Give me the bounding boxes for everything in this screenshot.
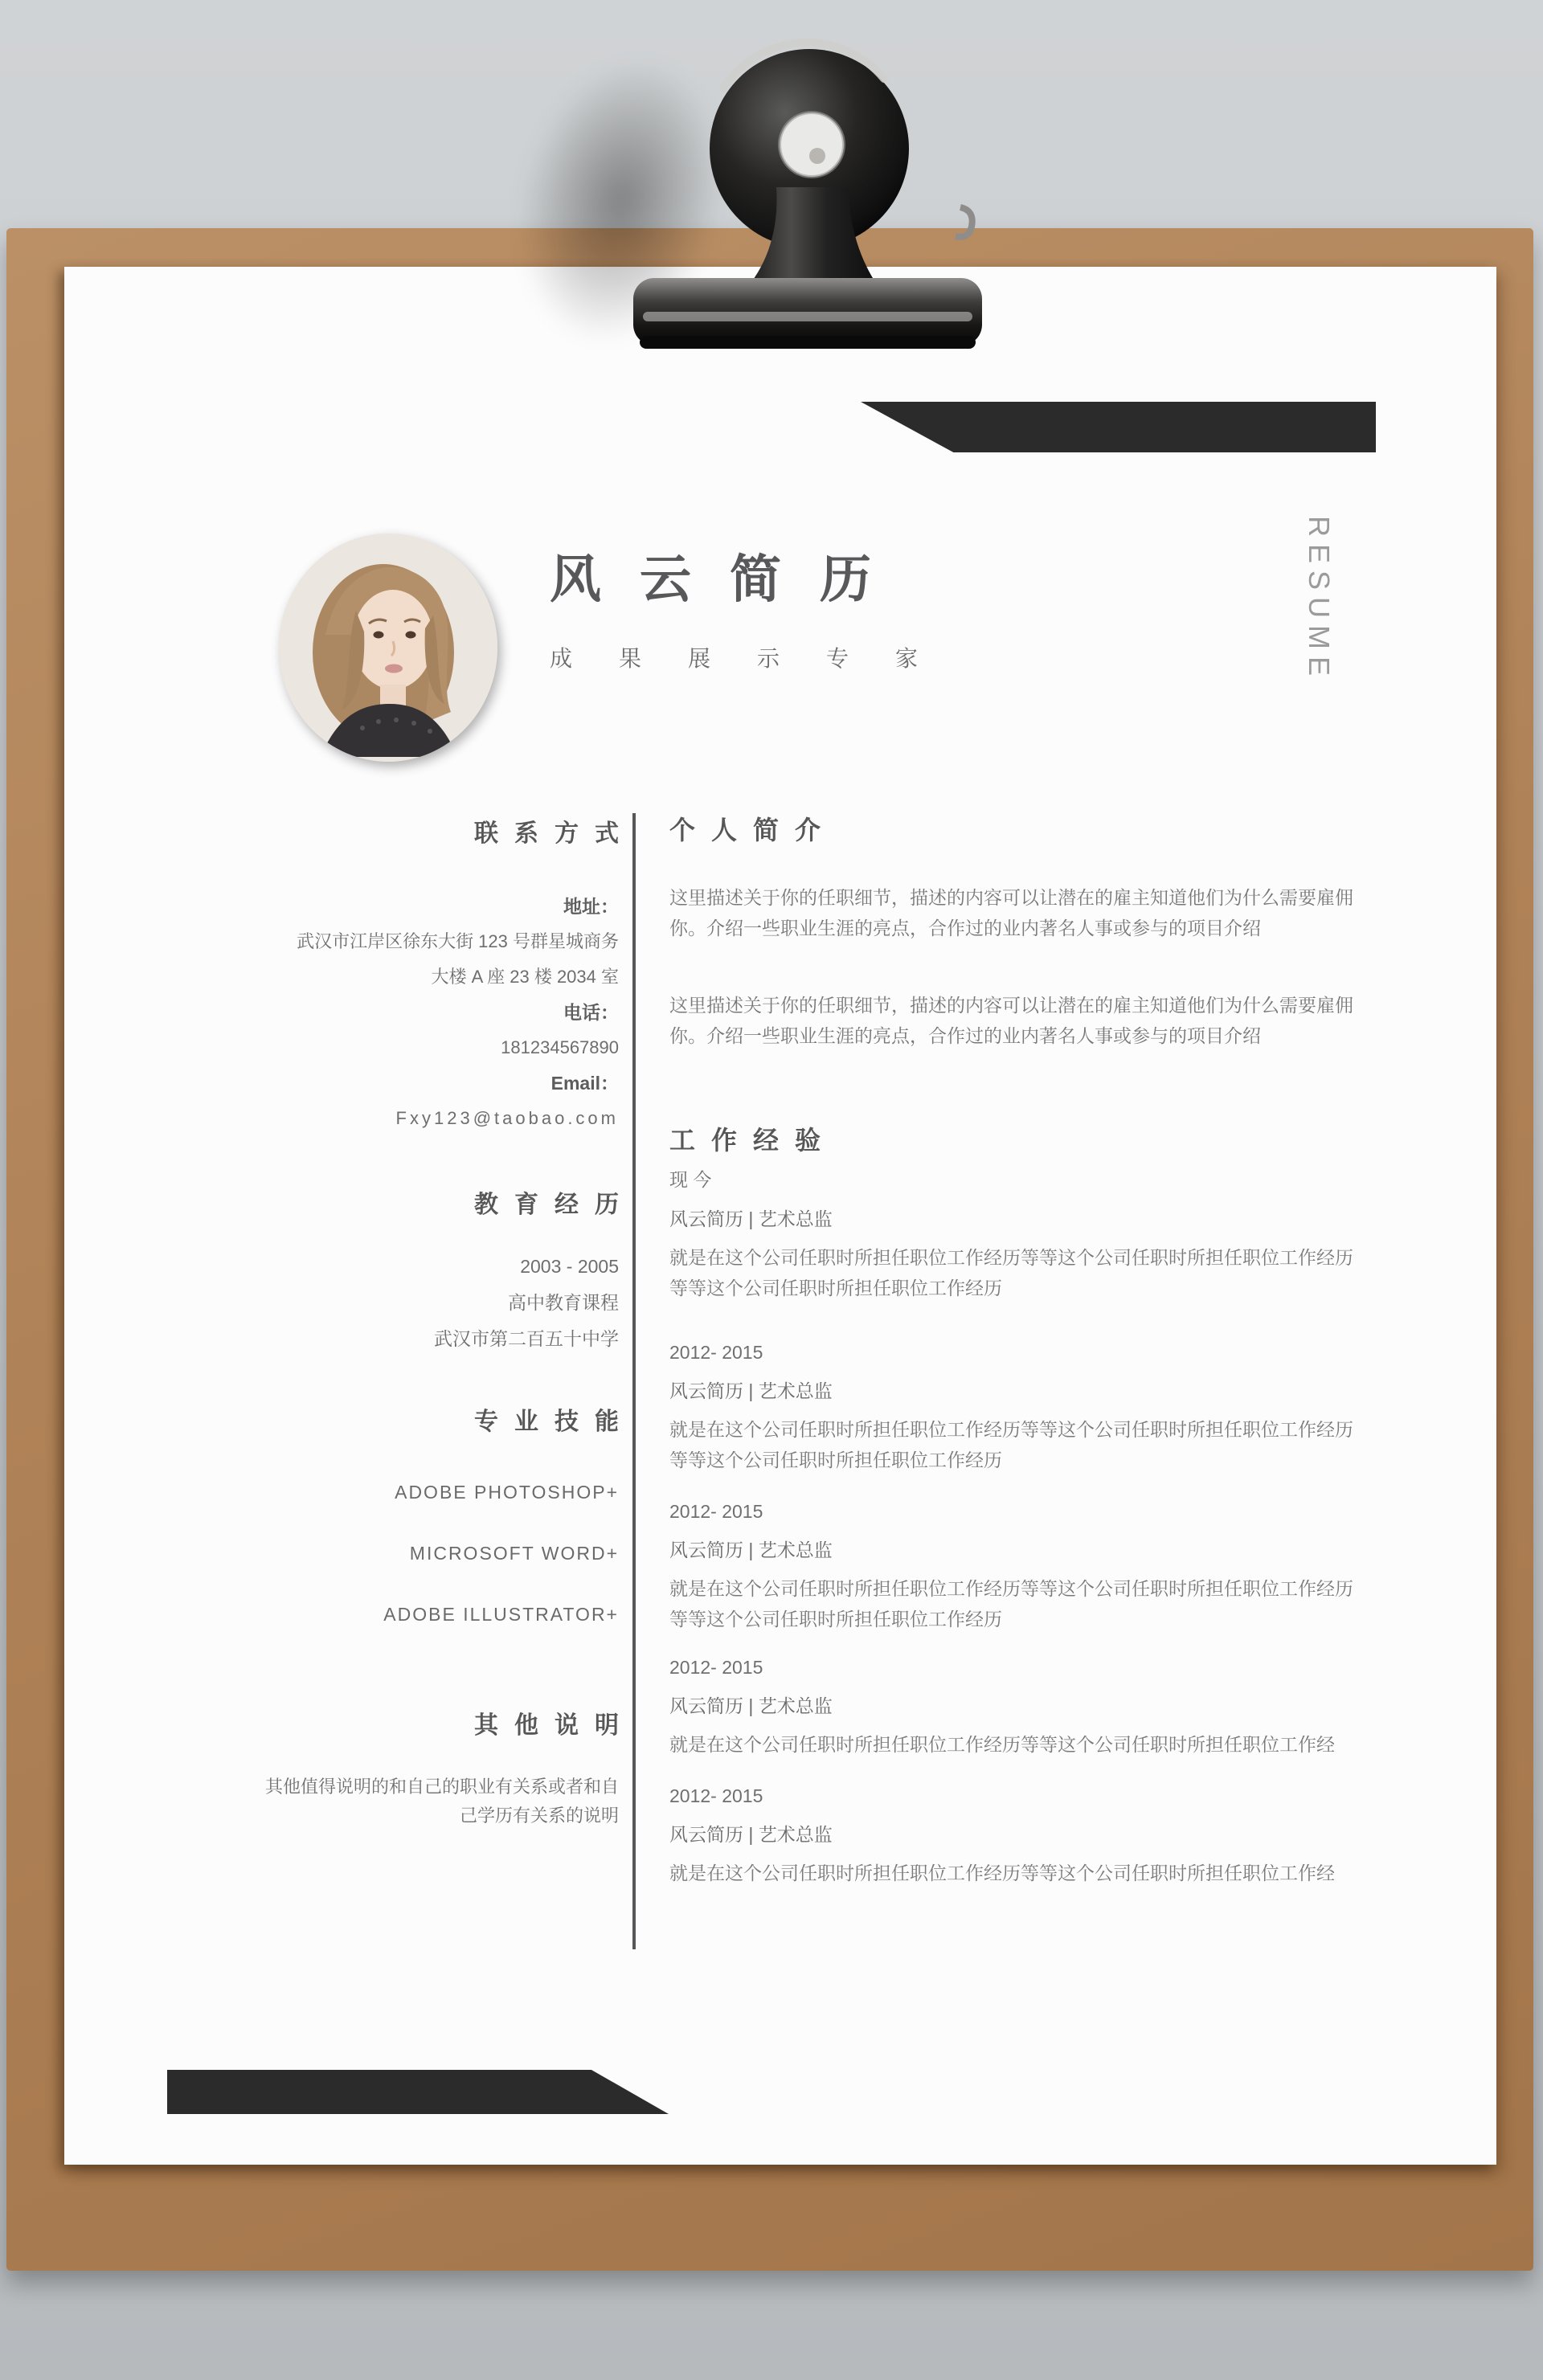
skill-item: MICROSOFT WORD+ [409, 1543, 619, 1564]
other-notes-text: 其他值得说明的和自己的职业有关系或者和自己学历有关系的说明 [264, 1777, 619, 1826]
profile-paragraph: 这里描述关于你的任职细节，描述的内容可以让潜在的雇主知道他们为什么需要雇佣你。介绍一些职业生涯的亮点，合作过的业内著名人事或参与的项目介绍 [669, 995, 1353, 1046]
experience-entry [669, 1785, 1370, 1888]
experience-period: 2012- 2015 [669, 1785, 763, 1806]
email-value: Fxy123@taobao.com [395, 1108, 619, 1128]
experience-description: 就是在这个公司任职时所担任职位工作经历等等这个公司任职时所担任职位工作经 [669, 1863, 1335, 1883]
binder-clip [619, 22, 997, 354]
experience-entry [669, 1657, 1370, 1760]
skills-section [241, 1401, 635, 1625]
experience-entry [669, 1342, 1370, 1475]
email-label: Email： [550, 1073, 619, 1094]
bottom-left-accent-bar [167, 2070, 669, 2114]
profile-section [669, 810, 1370, 1051]
page-title: 风云简历 [550, 550, 910, 608]
address-label: 地址： [563, 896, 619, 917]
experience-period: 2012- 2015 [669, 1501, 763, 1522]
page-subtitle: 成果展示专家 [550, 646, 965, 671]
experience-description: 就是在这个公司任职时所担任职位工作经历等等这个公司任职时所担任职位工作经历等等这个公司任职时所担任职位工作经历 [669, 1419, 1353, 1470]
experience-description: 就是在这个公司任职时所担任职位工作经历等等这个公司任职时所担任职位工作经 [669, 1734, 1335, 1755]
address-line: 大楼 A 座 23 楼 2034 室 [431, 967, 619, 987]
experience-period: 现 今 [669, 1169, 712, 1190]
header-title-block [550, 550, 965, 673]
experience-title: 风云简历 | 艺术总监 [669, 1208, 833, 1229]
experience-heading: 工作经验 [669, 1126, 837, 1155]
experience-entry [669, 1165, 1370, 1303]
other-notes-section [257, 1705, 635, 1830]
experience-entry [669, 1501, 1370, 1634]
contact-heading: 联系方式 [474, 820, 635, 847]
portrait-illustration [279, 534, 497, 762]
other-notes-heading: 其他说明 [474, 1712, 635, 1739]
contact-list [241, 889, 619, 1136]
experience-period: 2012- 2015 [669, 1657, 763, 1678]
contact-section [241, 813, 635, 1136]
experience-period: 2012- 2015 [669, 1342, 763, 1363]
profile-heading: 个人简介 [669, 816, 837, 844]
education-school: 武汉市第二百五十中学 [434, 1328, 619, 1349]
experience-title: 风云简历 | 艺术总监 [669, 1824, 833, 1845]
experience-description: 就是在这个公司任职时所担任职位工作经历等等这个公司任职时所担任职位工作经历等等这个公司任职时所担任职位工作经历 [669, 1247, 1353, 1298]
education-list [241, 1249, 619, 1357]
phone-value: 181234567890 [501, 1037, 619, 1057]
skills-heading: 专业技能 [474, 1409, 635, 1435]
experience-title: 风云简历 | 艺术总监 [669, 1380, 833, 1401]
experience-title: 风云简历 | 艺术总监 [669, 1540, 833, 1560]
column-divider-line [632, 813, 636, 1949]
experience-description: 就是在这个公司任职时所担任职位工作经历等等这个公司任职时所担任职位工作经历等等这个公司任职时所担任职位工作经历 [669, 1578, 1353, 1630]
experience-title: 风云简历 | 艺术总监 [669, 1695, 833, 1716]
education-section [241, 1184, 635, 1357]
resume-vertical-label: RESUME [1303, 516, 1336, 684]
education-course: 高中教育课程 [508, 1292, 619, 1313]
education-period: 2003 - 2005 [520, 1256, 619, 1277]
address-line: 武汉市江岸区徐东大街 123 号群星城商务 [297, 931, 619, 951]
skill-item: ADOBE ILLUSTRATOR+ [383, 1604, 619, 1625]
profile-paragraph: 这里描述关于你的任职细节，描述的内容可以让潜在的雇主知道他们为什么需要雇佣你。介绍一些职业生涯的亮点，合作过的业内著名人事或参与的项目介绍 [669, 887, 1353, 939]
education-heading: 教育经历 [474, 1192, 635, 1218]
phone-label: 电话： [563, 1002, 619, 1023]
skill-item: ADOBE PHOTOSHOP+ [395, 1482, 619, 1503]
experience-section [669, 1120, 1370, 1932]
profile-photo [279, 534, 497, 762]
